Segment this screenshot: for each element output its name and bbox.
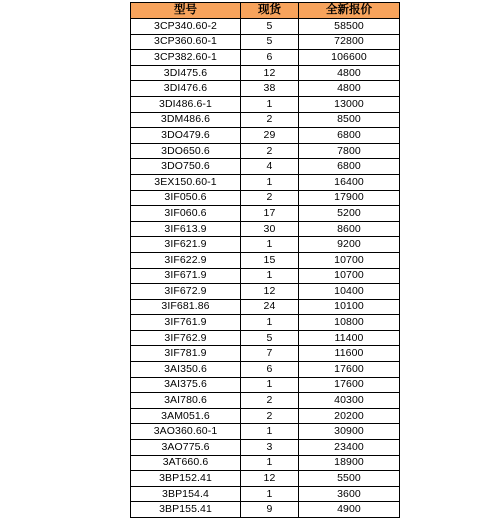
- table-row: [131, 252, 400, 268]
- cell-model: 3AT660.6: [131, 455, 241, 471]
- cell-model: 3DI475.6: [131, 65, 241, 81]
- cell-model: 3BP155.41: [131, 502, 241, 518]
- cell-stock: 9: [241, 502, 299, 518]
- table-row: [131, 455, 400, 471]
- header-price: 全新报价: [299, 3, 400, 19]
- cell-price: 6800: [299, 159, 400, 175]
- cell-model: 3CP382.60-1: [131, 50, 241, 66]
- cell-price: 4800: [299, 65, 400, 81]
- cell-price: 72800: [299, 34, 400, 50]
- table-row: [131, 424, 400, 440]
- cell-price: 13000: [299, 96, 400, 112]
- table-row: [131, 19, 400, 35]
- cell-model: 3IF762.9: [131, 330, 241, 346]
- table-row: [131, 346, 400, 362]
- table-row: [131, 174, 400, 190]
- table-row: [131, 393, 400, 409]
- cell-model: 3BP154.4: [131, 486, 241, 502]
- cell-model: 3IF671.9: [131, 268, 241, 284]
- cell-stock: 1: [241, 455, 299, 471]
- table-row: [131, 362, 400, 378]
- cell-model: 3IF621.9: [131, 237, 241, 253]
- cell-price: 10400: [299, 284, 400, 300]
- cell-stock: 6: [241, 362, 299, 378]
- table-row: [131, 96, 400, 112]
- cell-price: 8600: [299, 221, 400, 237]
- table-row: [131, 190, 400, 206]
- table-row: [131, 50, 400, 66]
- header-model: 型号: [131, 3, 241, 19]
- cell-stock: 17: [241, 206, 299, 222]
- table-row: [131, 159, 400, 175]
- cell-price: 10700: [299, 252, 400, 268]
- cell-stock: 24: [241, 299, 299, 315]
- cell-price: 40300: [299, 393, 400, 409]
- table-row: [131, 330, 400, 346]
- cell-stock: 3: [241, 440, 299, 456]
- table-row: [131, 81, 400, 97]
- cell-model: 3DI486.6-1: [131, 96, 241, 112]
- cell-model: 3IF613.9: [131, 221, 241, 237]
- cell-stock: 2: [241, 393, 299, 409]
- cell-model: 3IF622.9: [131, 252, 241, 268]
- cell-stock: 5: [241, 330, 299, 346]
- cell-price: 5500: [299, 471, 400, 487]
- table-row: [131, 128, 400, 144]
- cell-model: 3DM486.6: [131, 112, 241, 128]
- cell-stock: 7: [241, 346, 299, 362]
- cell-price: 3600: [299, 486, 400, 502]
- cell-price: 10100: [299, 299, 400, 315]
- cell-price: 4800: [299, 81, 400, 97]
- cell-stock: 1: [241, 96, 299, 112]
- cell-model: 3DO750.6: [131, 159, 241, 175]
- cell-price: 16400: [299, 174, 400, 190]
- cell-stock: 38: [241, 81, 299, 97]
- cell-stock: 12: [241, 65, 299, 81]
- cell-stock: 6: [241, 50, 299, 66]
- cell-model: 3IF050.6: [131, 190, 241, 206]
- cell-stock: 5: [241, 34, 299, 50]
- cell-stock: 12: [241, 284, 299, 300]
- cell-stock: 1: [241, 174, 299, 190]
- cell-price: 4900: [299, 502, 400, 518]
- table-row: [131, 237, 400, 253]
- cell-price: 17900: [299, 190, 400, 206]
- table-row: [131, 408, 400, 424]
- cell-model: 3IF681.86: [131, 299, 241, 315]
- table-row: [131, 143, 400, 159]
- cell-model: 3BP152.41: [131, 471, 241, 487]
- table-row: [131, 65, 400, 81]
- cell-stock: 1: [241, 237, 299, 253]
- cell-stock: 12: [241, 471, 299, 487]
- table-row: [131, 299, 400, 315]
- price-table: [130, 2, 400, 518]
- cell-price: 18900: [299, 455, 400, 471]
- cell-model: 3IF672.9: [131, 284, 241, 300]
- cell-model: 3AO360.60-1: [131, 424, 241, 440]
- cell-model: 3AM051.6: [131, 408, 241, 424]
- table-row: [131, 34, 400, 50]
- header-stock: 现货: [241, 3, 299, 19]
- table-row: [131, 268, 400, 284]
- cell-model: 3EX150.60-1: [131, 174, 241, 190]
- table-row: [131, 112, 400, 128]
- header-row: [131, 3, 400, 19]
- cell-model: 3AI780.6: [131, 393, 241, 409]
- cell-price: 10700: [299, 268, 400, 284]
- cell-model: 3CP360.60-1: [131, 34, 241, 50]
- cell-price: 7800: [299, 143, 400, 159]
- cell-stock: 4: [241, 159, 299, 175]
- cell-model: 3DI476.6: [131, 81, 241, 97]
- cell-stock: 1: [241, 268, 299, 284]
- cell-price: 9200: [299, 237, 400, 253]
- cell-price: 23400: [299, 440, 400, 456]
- cell-price: 106600: [299, 50, 400, 66]
- cell-stock: 1: [241, 486, 299, 502]
- table-row: [131, 206, 400, 222]
- cell-price: 6800: [299, 128, 400, 144]
- cell-stock: 2: [241, 190, 299, 206]
- cell-model: 3IF060.6: [131, 206, 241, 222]
- cell-price: 8500: [299, 112, 400, 128]
- table-row: [131, 502, 400, 518]
- cell-price: 11600: [299, 346, 400, 362]
- cell-stock: 1: [241, 424, 299, 440]
- table-row: [131, 221, 400, 237]
- cell-model: 3AI375.6: [131, 377, 241, 393]
- cell-stock: 1: [241, 377, 299, 393]
- cell-model: 3AI350.6: [131, 362, 241, 378]
- cell-model: 3DO650.6: [131, 143, 241, 159]
- cell-price: 17600: [299, 362, 400, 378]
- cell-stock: 30: [241, 221, 299, 237]
- table-row: [131, 440, 400, 456]
- cell-stock: 2: [241, 112, 299, 128]
- cell-model: 3AO775.6: [131, 440, 241, 456]
- cell-stock: 15: [241, 252, 299, 268]
- cell-price: 10800: [299, 315, 400, 331]
- cell-model: 3IF761.9: [131, 315, 241, 331]
- cell-price: 5200: [299, 206, 400, 222]
- cell-stock: 29: [241, 128, 299, 144]
- cell-stock: 5: [241, 19, 299, 35]
- table-body: [131, 19, 400, 518]
- table-row: [131, 377, 400, 393]
- cell-price: 11400: [299, 330, 400, 346]
- table-row: [131, 284, 400, 300]
- cell-stock: 1: [241, 315, 299, 331]
- cell-price: 58500: [299, 19, 400, 35]
- table-row: [131, 471, 400, 487]
- cell-price: 17600: [299, 377, 400, 393]
- cell-stock: 2: [241, 143, 299, 159]
- cell-price: 20200: [299, 408, 400, 424]
- cell-model: 3DO479.6: [131, 128, 241, 144]
- cell-price: 30900: [299, 424, 400, 440]
- cell-stock: 2: [241, 408, 299, 424]
- cell-model: 3IF781.9: [131, 346, 241, 362]
- table-row: [131, 315, 400, 331]
- cell-model: 3CP340.60-2: [131, 19, 241, 35]
